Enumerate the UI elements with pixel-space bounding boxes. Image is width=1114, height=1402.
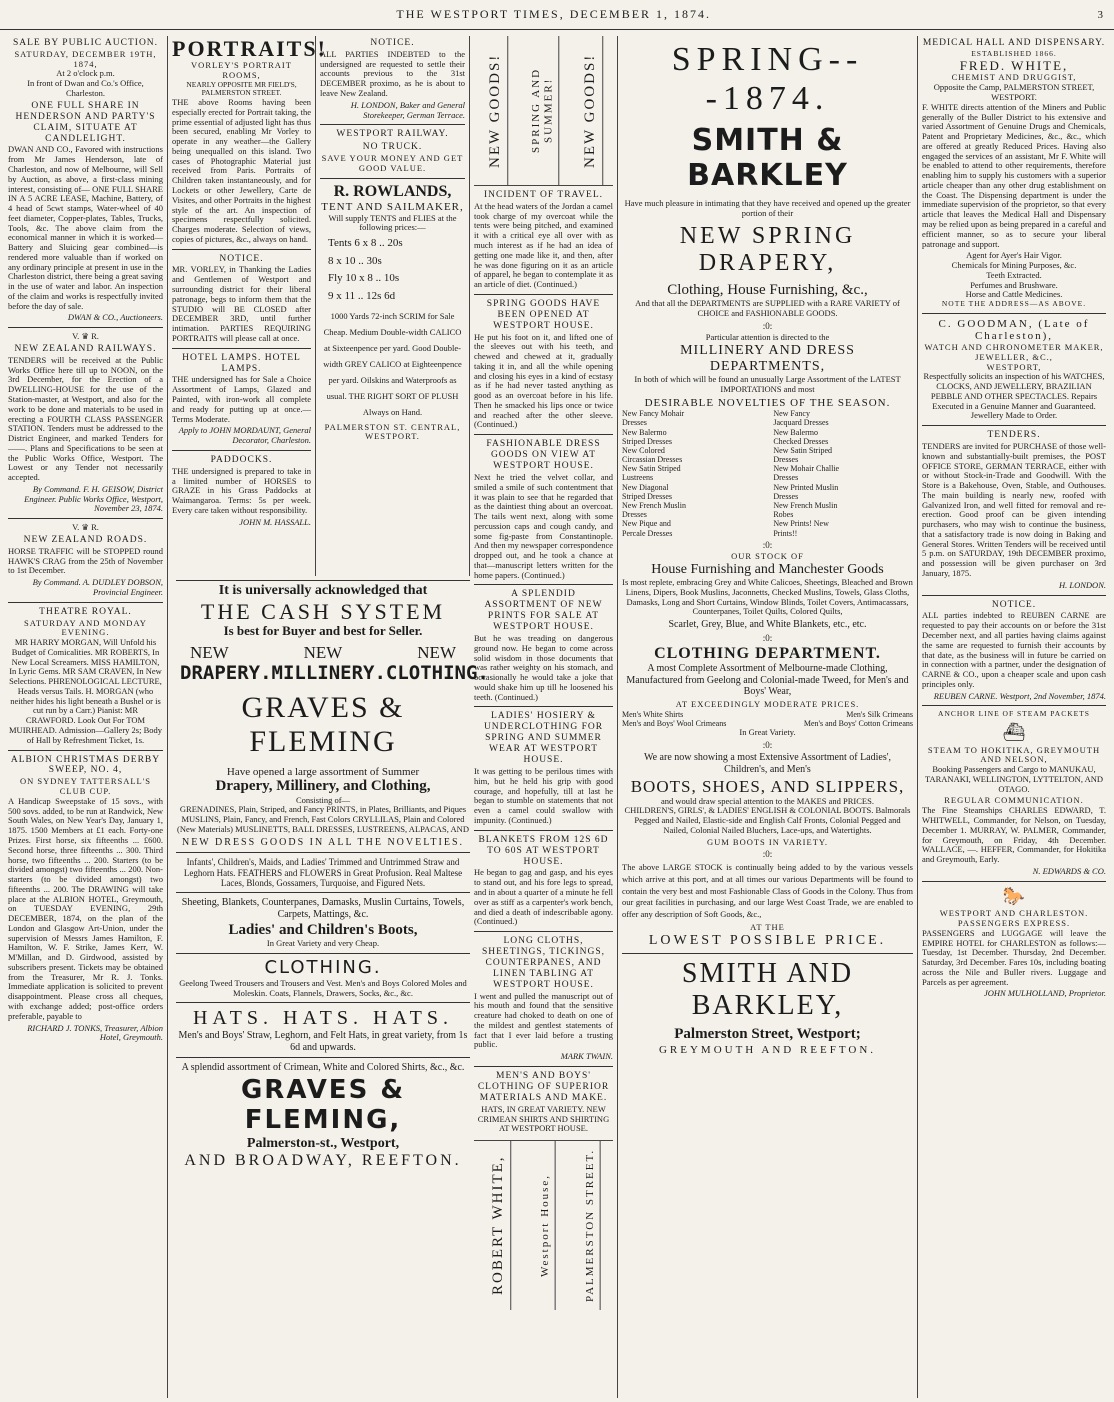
smith-barkley-heading: SMITH & BARKLEY (687, 123, 848, 193)
lamps-heading: HOTEL LAMPS. HOTEL LAMPS. (182, 352, 301, 374)
spring-heading: SPRING---1874. (671, 41, 864, 118)
sweep-body: A Handicap Sweepstake of 15 sovs., with 500 sovs. added, to be run at Randwick, New South Wales, on New Year's Day, January 1, 1875. 1500 Members at £1 each. Forty-one Prizes. First horse, six fifteenths ... £600. Second horse, three fifteenths ... 300. Third horse, two fifteenths ... 200. Starters (to be divided amongst) two fifteenths ... 200. Non-starters (to be divided amongst) two fifteenths ... 200. The DRAWING will take place at the ALBION HOTEL, Greymouth, on TUESDAY EVENING, 29th DECEMBER, 1874, on the plan of the London and Glasgow Art-Union, under the supervision of Messrs James Hamilton, F. Hamilton, W. F. Strike, James Kerr, W. M'Millan, and D. Girdwood, assisted by subscribers present. Tickets may be obtained from the Treasurer, Mr R. J. Tonks. Immediate application is solicited to prevent disappointment. Please cross all cheques, with exchange added; post-office orders preferable, payable to (8, 795, 163, 1021)
price-row: Fly 10 x 8 .. 10s (328, 272, 400, 285)
list-item: New Colored Circassian Dresses (622, 445, 683, 465)
sweep-heading: ALBION CHRISTMAS DERBY SWEEP, NO. 4, (10, 754, 161, 776)
list-item: New Printed Muslin Dresses (773, 482, 839, 501)
dresses-list (622, 409, 913, 538)
coach-icon: 🐎 (1002, 885, 1026, 906)
theatre-heading: THEATRE ROYAL. (39, 606, 132, 617)
column-1 (4, 36, 168, 1398)
rowlands-address: PALMERSTON ST. CENTRAL, WESTPORT. (324, 421, 461, 442)
list-item: New French Muslin Robes (773, 501, 838, 520)
rowlands-trade: TENT AND SAILMAKER, (321, 201, 464, 214)
list-item: New Satin Striped Lustreens (622, 464, 681, 483)
vertical-label: PALMERSTON STREET. (581, 1141, 601, 1310)
list-item: New Prints! New Prints!! (773, 519, 829, 538)
smith-barkley-footer: SMITH AND BARKLEY, (681, 958, 854, 1022)
lamps-body: THE undersigned has for Sale a Choice Assortment of Lamps, Glazed and Painted, with iron-work all complete and ready for putting up at once.—Terms Moderate. (172, 374, 311, 424)
column-5: SPRING---1874. SMITH & BARKLEY Have much pleasure in intimating that they have received and opened up the greater portion of their NEW SPRING DRAPERY, Clothing, House Furnishing, &c., And that all the DEPARTMENTS are SUPPLIED with a RARE VARIETY of CHOICE and FASHIONABLE GOODS. :0: Particular attention is directed to the MILLINERY AND DRESS DEPARTMENTS, In both of which will be found an unusually Large Assortment of the LATEST IMPORTATIONS and most DESIRABLE NOVELTIES OF THE SEASON. New Fancy Mohair Dresses New Balermo Striped Dresses New Colored Circassian Dresses New Satin Striped Lustreens New Diagonal Striped Dresses New French Muslin Dresses New Pique and Percale Dresses New Fancy Jacquard Dresses New Balermo Checked Dresses New Satin Striped Dresses New Mohair Challie Dresses New Printed Muslin Dresses New French Muslin Robes New Prints! New Prints!! :0: OUR STOCK OF House Furnishing and Manchester Goods Is most replete, embracing Grey and White Calicoes, Sheetings, Bleached and Brown Linens, Dipers, Book Muslins, Jaconnetts, Checked Muslins, Towels, Glass Cloths, Damasks, Long and Short Curtains, Window Blinds, Toilet Covers, Antimacassars, Counterpanes, Toilet Quilts, Colored Quilts, Scarlet, Grey, Blue, and White Blankets, etc., etc. :0: CLOTHING DEPARTMENT. A most Complete Assortment of Melbourne-made Clothing, Manufactured from Geelong and Colonial-made Tweed, for Men's and Boys' Wear, AT EXCEEDINGLY MODERATE PRICES. Men's White Shirts Men's Silk Crimeans Men's and Boys' Wool Crimeans Men's and Boys' Cotton Crimeans In Great Variety. :0: We are now showing a most Extensive Assortment of Ladies', Children's, and Men's BOOTS, SHOES, AND SLIPPERS, and would draw special attention to the MAKES and PRICES. CHILDREN'S, GIRLS', & LADIES' ENGLISH & COLONIAL BOOTS. Balmorals Pegged and Nailed, Elastic-side and English Calf Fronts, Colonial Pegged and Nailed, Colonial Nailed Bluchers, Lace-ups, and Watertights. GUM BOOTS IN VARIETY. :0: The above LARGE STOCK is continually being added to by the various vessels which arrive at this port, and at all times our various Departments will be found to contain the very best and most Fashionable Class of Goods in the Colony. Thus from our great facilities in purchasing, and our large West Coast Trade, we are enabled to offer any description of Soft Goods, &c., AT THE LOWEST POSSIBLE PRICE. SMITH AND BARKLEY, Palmerston Street, Westport; GREYMOUTH AND REEFTON. (618, 36, 918, 1398)
vertical-label: Westport House, (536, 1141, 556, 1310)
vertical-label: NEW GOODS! (484, 36, 508, 185)
london-notice-body: ALL PARTIES INDEBTED to the undersigned are requested to settle their accounts previous to the 31st DECEMBER proximo, as he is about to leave New Zealand. (320, 48, 465, 98)
auction-body: DWAN AND CO., Favored with instructions from Mr James Henderson, late of Charleston, and now of Melbourne, will Sell by Auction, as above, a first-class mining interest, consisting of— ONE FULL SHARE IN A 5 ACRE LEASE, Machine, Battery, of 4 head of 5cwt stamps, Water-wheel of 40 feet diameter, Copper-plates, Tables, Trucks, Tools, &c. The above claim from the economical manner in which it is worked—Battery and Sluicing gear combined—is rendered more valuable than if worked on any ordinary principle at present in use in the Charleston district, there being a great saving in the use of water and labor. An inspection of the claim and works is respectfully invited before the day of sale. (8, 144, 163, 311)
crown-emblem-icon: V. ♛ R. (72, 331, 99, 342)
rowlands-intro: Will supply TENTS and FLIES at the following prices:— (328, 212, 457, 233)
newspaper-page (4, 36, 1110, 1398)
paddocks-signature: JOHN M. HASSALL. (239, 516, 311, 527)
vertical-label: NEW GOODS! (579, 36, 603, 185)
column-4 (470, 36, 618, 1398)
graves-fleming-title: GRAVES & FLEMING (241, 690, 405, 759)
auction-date: SATURDAY, DECEMBER 19TH, 1874, (14, 48, 157, 69)
theatre-body: MR HARRY MORGAN, Will Unfold his Budget of Comicalities. MR ROBERTS, In New Local Screamers. MISS HAMILTON, In Lyric Gems. MR SAM CRAVEN, In New Selections. PHRENOLOGICAL LECTURE, Heads versus Tails. H. MORGAN (who neither hides his light beneath a Bushel or is cut run by a Carr.) Pianist: MR CRAWFORD. Look Out For TOM MUIRHEAD. Admission—Gallery 2s; Body of Hall by Refreshment Ticket, 1s. (9, 637, 162, 745)
graves-fleming-advert: It is universally acknowledged that THE CASH SYSTEM Is best for Buyer and best for Seller. NEW NEW NEW DRAPERY. MILLINERY. CLOTHING. GRAVES & FLEMING Have opened a large assortment of Summer Drapery, Millinery, and Clothing, Consisting of— GRENADINES, Plain, Striped, and Fancy PRINTS, in Plates, Brilliants, and Piques MUSLINS, Plain, Fancy, and French, Fast Colors CRYLLILAS, Plain and Colored (New Materials) MUSLINETTS, BALL DRESSES, LUSTREENS, ALPACAS, AND NEW DRESS GOODS IN ALL THE NOVELTIES. Infants', Children's, Maids, and Ladies' Trimmed and Untrimmed Straw and Leghorn Hats. FEATHERS and FLOWERS in Great Profusion. Real Maltese Laces, Blonds, Gossamers, Turquoise, and Figured Nets. Sheeting, Blankets, Counterpanes, Damasks, Muslin Curtains, Towels, Carpets, Mattings, &c. Ladies' and Children's Boots, In Great Variety and very Cheap. CLOTHING. Geelong Tweed Trousers and Trousers and Vest. Men's and Boys Colored Moles and Moleskin. Coats, Flannels, Drawers, Socks, &c., &c. HATS. HATS. HATS. Men's and Boys' Straw, Leghorn, and Felt Hats, in great variety, from 1s 6d and upwards. A splendid assortment of Crimean, White and Colored Shirts, &c., &c. GRAVES & FLEMING, Palmerston-st., Westport, AND BROADWAY, REEFTON. (172, 578, 474, 1362)
price-row: 9 x 11 .. 12s 6d (328, 290, 396, 302)
theatre-night: SATURDAY AND MONDAY EVENING. (24, 617, 147, 638)
railway-sub: NO TRUCK. (362, 142, 423, 153)
story-block: INCIDENT OF TRAVEL. At the head waters of the Jordan a camel took charge of my overcoat while the tents were being pitched, and examined it with a critical eye all over with as much interest as if he had an idea of getting one made like it, and then, after he was done figuring on it as an article of apparel, he began to contemplate it as an article of diet. (Continued.) SPRING GOODS HAVE BEEN OPENED AT WESTPORT HOUSE. He put his foot on it, and lifted one of the sleeves out with his teeth, and chewed and chewed at it, gradually taking it in, and all the while opening and closing his eyes in a kind of ecstasy as if he had never tasted anything as good as an overcoat before in his life. Then he smacked his lips once or twice and reached after the other sleeve. (Continued.) FASHIONABLE DRESS GOODS ON VIEW AT WESTPORT HOUSE. Next he tried the velvet collar, and smiled a smile of such contentment that it was plain to see that he regarded that as the daintiest thing about an overcoat. The tails went next, along with some percussion caps and cough candy, and some fig-paste from Constantinople. And then my newspaper correspondence dropped out, and he took a chance at that—manuscript letters written for the home papers. (Continued.) A SPLENDID ASSORTMENT OF NEW PRINTS FOR SALE AT WESTPORT HOUSE. But he was treading on dangerous ground now. He began to come across solid wisdom in those documents that was rather weighty on his stomach, and occasionally he would take a joke that would shake him up till he loosened his teeth. (Continued.) LADIES' HOSIERY & UNDERCLOTHING FOR SPRING AND SUMMER WEAR AT WESTPORT HOUSE. It was getting to be perilous times with him, but he held his grip with good courage, and hopefully, till at last he began to stumble on statements that not even a camel could swallow with impunity. (Continued.) BLANKETS FROM 12S 6D TO 60S AT WESTPORT HOUSE. He began to gag and gasp, and his eyes to stand out, and his fore legs to spread, and in about a quarter of a minute he fell over as stiff as a carpenter's work bench, and died a death of indescribable agony. (Continued.) LONG CLOTHS, SHEETINGS, TICKINGS, COUNTERPANES, AND LINEN TABLING AT WESTPORT HOUSE. I went and pulled the manuscript out of his mouth and found that the sensitive creature had choked to death on one of the mildest and gentlest statements of fact that I ever laid before a trusting public. MARK TWAIN. MEN'S AND BOYS' CLOTHING OF SUPERIOR MATERIALS AND MAKE. HATS, IN GREAT VARIETY. NEW CRIMEAN SHIRTS AND SHIRTING AT WESTPORT HOUSE. (474, 190, 613, 1134)
auction-heading: SALE BY PUBLIC AUCTION. (12, 38, 159, 48)
railway-heading: WESTPORT RAILWAY. (336, 129, 449, 140)
cash-system-box: It is universally acknowledged that THE CASH SYSTEM Is best for Buyer and best for Seller. (176, 580, 470, 641)
london-notice-signature: H. LONDON, Baker and General Storekeeper, German Terrace. (350, 99, 465, 120)
auction-title: ONE FULL SHARE IN HENDERSON AND PARTY'S CLAIM, SITUATE AT CANDLELIGHT. (15, 100, 156, 144)
auction-time: At 2 o'clock p.m. (56, 68, 115, 79)
list-item: New Balermo Striped Dresses (622, 427, 672, 446)
paddocks-body: THE undersigned is prepared to take in a limited number of HORSES to GRAZE in his Grass Paddocks at Waimangaroa. Terms: 5s per week. Every care taken without responsibility. (172, 465, 311, 515)
portraits-sub: VORLEY'S PORTRAIT ROOMS, (191, 60, 292, 81)
roads-body: HORSE TRAFFIC will be STOPPED round HAWK'S CRAG from the 25th of November to 1st December. (8, 545, 163, 576)
paddocks-heading: PADDOCKS. (210, 454, 273, 465)
vorley-notice-heading: NOTICE. (219, 253, 264, 264)
price-row: 8 x 10 .. 30s (328, 254, 382, 267)
page-number: 3 (1097, 8, 1104, 21)
steamship-icon: ⛴ (1002, 721, 1026, 742)
rowlands-body: 1000 Yards 72-inch SCRIM for Sale Cheap. Medium Double-width CALICO at Sixteenpence per yard. Good Double-width GREY CALICO at Eighteenpence per yard. Oilskins and Waterproofs as usual. THE RIGHT SORT OF PLUSH Always on Hand. (323, 310, 462, 418)
list-item: New Satin Striped Dresses (773, 445, 832, 465)
roads-signature: By Command. A. DUDLEY DOBSON, Provincial Engineer. (32, 577, 163, 597)
railways-body: TENDERS will be received at the Public Works Office here till up to NOON, on the 3rd December, for the Erection of a DWELLING-HOUSE for the use of the Station-master, at Westport, and also for the work to be done and materials to be used in erecting a FOURTH CLASS PASSENGER STATION. Tenders must be addressed to the District Engineer, and marked Tenders for——. Plans and Specifications to be seen at the Public Works Office, Westport. The Lowest or any Tender not necessarily accepted. (8, 354, 163, 483)
sweep-sub: ON SYDNEY TATTERSALL'S CLUB CUP. (20, 776, 151, 797)
vertical-label: ROBERT WHITE, (487, 1141, 511, 1310)
roads-heading: NEW ZEALAND ROADS. (23, 534, 148, 545)
railways-signature: By Command. F. H. GEISOW, District Engineer. Public Works Office, Westport, November 23, 1874. (24, 483, 163, 514)
sweep-signature: RICHARD J. TONKS, Treasurer, Albion Hotel, Greymouth. (27, 1022, 163, 1043)
list-item: New Fancy Jacquard Dresses (773, 409, 829, 428)
column-3 (316, 36, 470, 576)
column-6: MEDICAL HALL AND DISPENSARY. ESTABLISHED 1866. FRED. WHITE, CHEMIST AND DRUGGIST, Opposite the Camp, PALMERSTON STREET, WESTPORT. F. WHITE directs attention of the Miners and Public generally of the Buller District to his extensive and varied Assortment of Genuine Drugs and Chemicals, Patent and Proprietary Medicines, &c., &c., which are offered at greatly Reduced Prices. Having also engaged the services of an assistant, Mr F. White will be enabled to attend to other requirements, therefore enabling him to supply his customers with a superior article cheaper than any other drug establishment on the Coast. The Dispensing department is under the immediate supervision of the proprietor, so that every article that leaves the Medical Hall and Dispensary may be relied upon as being prepared in a careful and efficient manner, so as to secure your liberal patronage and support. Agent for Ayer's Hair Vigor. Chemicals for Mining Purposes, &c. Teeth Extracted. Perfumes and Brushware. Horse and Cattle Medicines. NOTE THE ADDRESS—AS ABOVE. C. GOODMAN, (Late of Charleston), WATCH AND CHRONOMETER MAKER, JEWELLER, &C., WESTPORT, Respectfully solicits an inspection of his WATCHES, CLOCKS, AND JEWELLERY, BRAZILIAN PEBBLE AND OTHER SPECTACLES. Repairs Executed in a Genuine Manner and Guaranteed. Jewellery Made to Order. TENDERS. TENDERS are invited for PURCHASE of those well-known and substantially-built premises, the POST OFFICE STORE, GERMAN TERRACE, either with or without Stock-in-Trade and Goodwill. With the Store is a Bakehouse, Oven, Stable, and Outhouses. The main building is nearly new, roofed with Galvanized Iron, and well fitted for removal and re-erection. Good proof can be given intending purchasers, who may wish to continue the business, that a satisfactory trade is now doing in Baking and General Stores. Written Tenders will be received until 5 p.m. on SATURDAY, 19th DECEMBER proximo, and possession will be given purchaser on 3rd January, 1875. H. LONDON. NOTICE. ALL parties indebted to REUBEN CARNE are requested to pay their accounts on or before the 31st December next, and all parties having claims against the same are requested to furnish their accounts by that date, as the business will in future be carried on in connection with a partner, under the designation of CARNE & CO., upon a cheaper scale and upon cash principles only. REUBEN CARNE. Westport, 2nd November, 1874. ANCHOR LINE OF STEAM PACKETS ⛴ STEAM TO HOKITIKA, GREYMOUTH AND NELSON, Booking Passengers and Cargo to MANUKAU, TARANAKI, WELLINGTON, LYTTELTON, AND OTAGO. REGULAR COMMUNICATION. The Fine Steamships CHARLES EDWARD, T. WHITWELL, Commander, for Nelson, on Tuesday, December 1. MURRAY, W. PALMER, Commander, for Greymouth, on Friday, 4th December. WALLACE, —. HEFFER, Commander, for Hokitika and Greymouth, Early. N. EDWARDS & CO. 🐎 WESTPORT AND CHARLESTON. PASSENGERS EXPRESS. PASSENGERS and LUGGAGE will leave the EMPIRE HOTEL for CHARLESTON as follows:— Tuesday, 1st December. Thursday, 2nd December. Saturday, 3rd December. Fares 10s, including boating across the Nile and Buller rivers. Luggage and Parcels as per agreement. JOHN MULHOLLAND, Proprietor. (922, 38, 1106, 999)
list-item: New French Muslin Dresses (622, 501, 686, 520)
column-2 (168, 36, 327, 576)
auction-place: In front of Dwan and Co.'s Office, Charleston. (27, 78, 144, 98)
london-notice-heading: NOTICE. (370, 38, 415, 48)
robert-white-strip (474, 1140, 613, 1310)
rowlands-prices (320, 233, 465, 307)
list-item: New Mohair Challie Dresses (773, 464, 840, 483)
portraits-body: THE above Rooms having been especially erected for Portrait taking, the prime essential of adjusted light has thus been secured, enabling Mr Vorley to operate in any weather—the Gallery being unequalled on this island. Two cases of Photographic Material just received from Paris. Portraits of Children taken instantaneously, and for Lockets or other Jewellery, Carte de Visites, and other Portraits in the highest style of the art. An inspection of specimens respectfully solicited. Charges moderate. Selection of views, copies of pictures, &c., always on hand. (172, 97, 311, 244)
crown-emblem-icon: V. ♛ R. (72, 522, 99, 533)
lamps-signature: Apply to JOHN MORDAUNT, General Decorator, Charleston. (178, 425, 311, 446)
vorley-notice-body: MR. VORLEY, in Thanking the Ladies and Gentlemen of Westport and surrounding district for their liberal patronage, begs to inform them that the STUDIO will BE CLOSED after DECEMBER 3RD, until further intimation. PARTIES REQUIRING PORTRAITS will please call at once. (172, 264, 311, 343)
portraits-location: NEARLY OPPOSITE MR FIELD'S, PALMERSTON STREET. (186, 79, 297, 98)
new-goods-strip (474, 36, 613, 186)
portraits-heading: PORTRAITS! (172, 36, 327, 61)
railway-line: SAVE YOUR MONEY AND GET GOOD VALUE. (321, 153, 464, 173)
list-item: New Balermo Checked Dresses (773, 427, 829, 446)
auction-signature: DWAN & CO., Auctioneers. (67, 312, 163, 323)
price-row: Tents 6 x 8 .. 20s (328, 237, 403, 250)
list-item: New Fancy Mohair Dresses (622, 409, 685, 428)
railways-heading: NEW ZEALAND RAILWAYS. (14, 343, 157, 354)
masthead-title: THE WESTPORT TIMES, DECEMBER 1, 1874. (396, 7, 712, 21)
list-item: New Diagonal Striped Dresses (622, 482, 672, 501)
masthead (0, 0, 1114, 30)
rowlands-name: R. ROWLANDS, (333, 182, 452, 200)
list-item: New Pique and Percale Dresses (622, 519, 673, 538)
vertical-label: SPRING AND SUMMER! (527, 36, 559, 185)
